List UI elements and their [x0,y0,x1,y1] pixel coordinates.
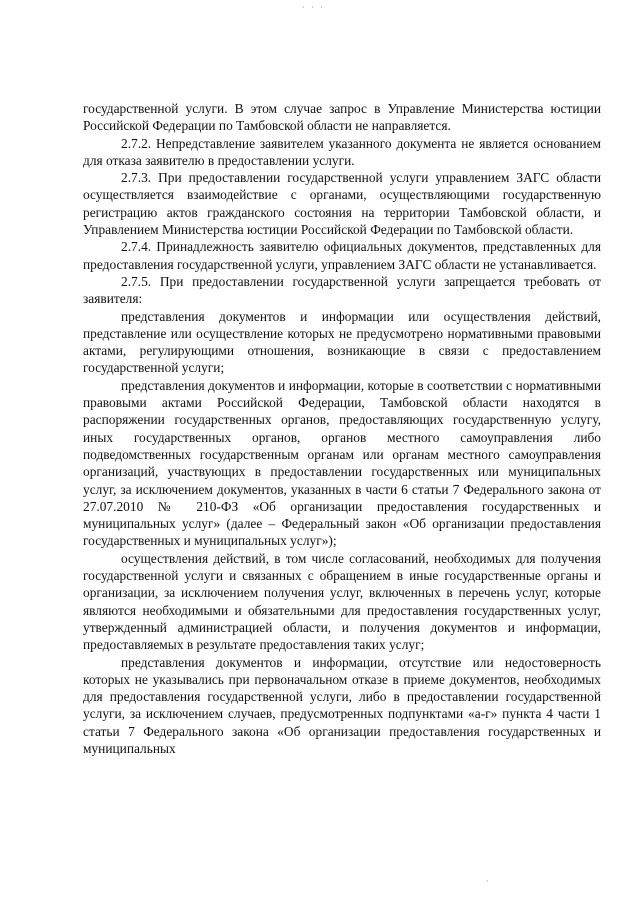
document-page [83,100,601,757]
scan-artifact-top: · · · [302,3,325,12]
list-item-4: представления документов и информации, отсутствие или недостоверность которых не указывались при первоначальном отказе в приеме документов, необходимых для предоставления государственной услуги, либо в предоставлении государственной услуги, за исключением случаев, предусмотренных подпунктами «а-г» пункта 4 части 1 статьи 7 Федерального закона «Об организации предоставления государственных и муниципальных [83,654,601,756]
paragraph-2-7-4: 2.7.4. Принадлежность заявителю официальных документов, представленных для предоставления государственной услуги, управлением ЗАГС области не устанавливается. [83,239,601,272]
scan-artifact-bottom: · [486,877,489,886]
paragraph-2-7-3: 2.7.3. При предоставлении государственной услуги управлением ЗАГС области осуществляется взаимодействие с органами, осуществляющими государственную регистрацию актов гражданского состояния на территории Тамбовской области, и Управлением Министерства юстиции Российской Федерации по Тамбовской области. [83,170,601,238]
paragraph-continuation: государственной услуги. В этом случае запрос в Управление Министерства юстиции Российской Федерации по Тамбовской области не направляется. [83,101,601,134]
paragraph-2-7-2: 2.7.2. Непредставление заявителем указанного документа не является основанием для отказа заявителю в предоставлении услуги. [83,135,601,168]
list-item-1: представления документов и информации или осуществления действий, представление или осуществление которых не предусмотрено нормативными правовыми актами, регулирующими отношения, возникающие в связи с предоставлением государственной услуги; [83,308,601,376]
paragraph-2-7-5: 2.7.5. При предоставлении государственной услуги запрещается требовать от заявителя: [83,273,601,307]
list-item-3: осуществления действий, в том числе согласований, необходимых для получения государственной услуги и связанных с обращением в иные государственные органы и организации, за исключением получения услуг, включенных в перечень услуг, которые являются необходимыми и обязательными для предоставления государственных услуг, утвержденный администрацией области, и получения документов и информации, предоставляемых в результате предоставления таких услуг; [83,550,601,653]
list-item-2: представления документов и информации, которые в соответствии с нормативными правовыми актами Российской Федерации, Тамбовской области находятся в распоряжении государственных органов, предоставляющих государственную услугу, иных государственных органов, органов местного самоуправления либо подведомственных государственным органам или органам местного самоуправления организаций, участвующих в предоставлении государственных или муниципальных услуг, за исключением документов, указанных в части 6 статьи 7 Федерального закона от 27.07.2010 № 210-ФЗ «Об организации предоставления государственных и муниципальных услуг» (далее – Федеральный закон «Об организации предоставления государственных и муниципальных услуг»); [83,377,601,549]
